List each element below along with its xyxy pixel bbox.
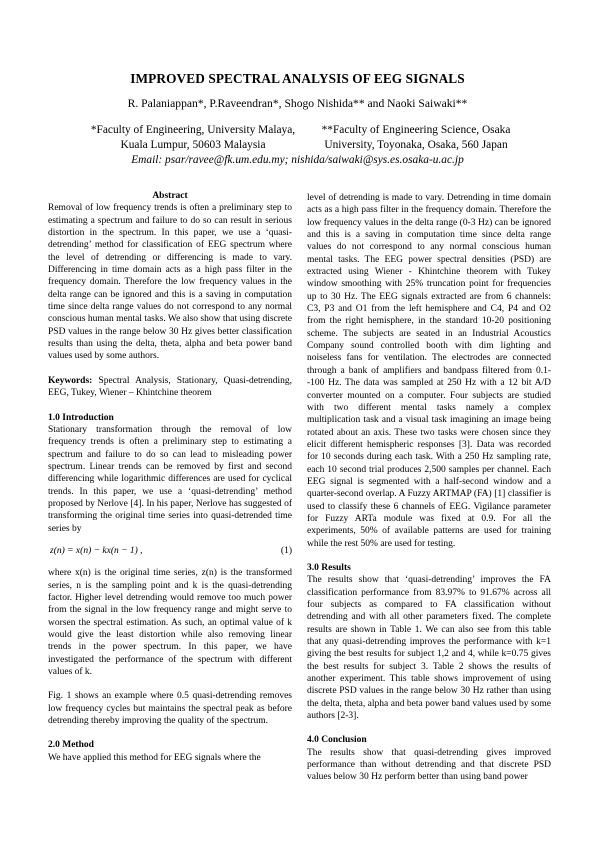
intro-paragraph-1: Stationary transformation through the removal of low frequency trends is often a preliminary step to estimating a spectrum and failure to do so can lead to misleading power spectrum. Linear trends can be removed by first and second differencing while logarithmic differences are used for cyclical trends. In this paper, we use a ‘quasi-detrending’ method proposed by Nerlove [4]. In his paper, Nerlove has suggested of transforming the original time series into quasi-detrended time series by [48,424,292,534]
abstract-text: Removal of low frequency trends is often a preliminary step to estimating a spectrum and failure to do so can result in serious distortion in the spectrum. In this paper, we use a ‘quasi-detrending’ method for classification of EEG spectrum where the level of detrending or differencing is made to vary. Differencing in time domain acts as a high pass filter in the frequency domain. Therefore the low frequency values in the delta range can be ignored and this is a saving in computation time since delta range values do not correspond to any normal conscious human mental tasks. We also show that using discrete PSD values in the range below 30 Hz gives better classification results than using the delta, theta, alpha and beta power band values used by some authors. [48,203,292,362]
affiliation-left-line2: Kuala Lumpur, 50603 Malaysia [120,138,266,151]
equation-number: (1) [280,545,292,556]
affiliation-left [78,123,308,152]
equation-body: z(n) = x(n) − kx(n − 1) , [50,545,143,556]
results-text: The results show that ‘quasi-detrending’ improves the FA classification performance from 83.97% to 91.67% across all four subjects as compared to FA classification without detrending and with all other parameters fixed. The complete results are shown in Table 1. We can also see from this table that any quasi-detrending improves the performance with k=1 giving the best results for subject 1,2 and 4, while k=0.75 gives the best results for subject 3. Table 2 shows the results of another experiment. This table shows improvement of using discrete PSD values in the range below 30 Hz rather than using the delta, theta, alpha and beta power band values used by some authors [2-3]. [307,575,551,722]
keywords [48,375,292,400]
keywords-label: Keywords: [48,375,93,386]
method-text-right: level of detrending is made to vary. Detrending in time domain acts as a high pass filter in the frequency domain. Therefore the low frequency values in the delta range (0-3 Hz) can be ignored and this is a saving in computation time since delta range values do not correspond to any normal conscious human mental tasks. The EEG power spectral densities (PSD) are extracted using Wiener - Khintchine theorem with Tukey window smoothing with 25% truncation point for frequencies up to 30 Hz. The EEG signals extracted are from 6 channels: C3, P3 and O1 from the left hemisphere and C4, P4 and O2 from the right hemisphere, in the standard 10-20 positioning scheme. The subjects are seated in an Industrial Acoustics Company sound controlled booth with dim lighting and noiseless fans for ventilation. The electrodes are connected through a bank of amplifiers and bandpass filtered from 0.1--100 Hz. The data was sampled at 250 Hz with a 12 bit A/D converter mounted on a computer. Four subjects are studied with two different mental tasks namely a complex multiplication task and a visual task imagining an image being rotated about an axis. These two tasks were chosen since they elicit different hemispheric responses [3]. Data was recorded for 10 seconds during each task. With a 250 Hz sampling rate, each 10 second trial produces 2,500 samples per channel. Each EEG signal is segmented with a half-second window and a quarter-second overlap. A Fuzzy ARTMAP (FA) [1] classifier is used to classify these 6 channels of EEG. Vigilance parameter for Fuzzy ARTa module was fixed at 0.9. For all the experiments, 50% of available patterns are used for training while the rest 50% are used for testing. [307,193,551,549]
intro-paragraph-2: where x(n) is the original time series, z(n) is the transformed series, n is the sampling point and k is the quasi-detrending factor. Higher level detrending would remove too much power from the signal in the low frequency range and might serve to worsen the spectral estimation. As such, an optimal value of k would give the least distortion while also removing linear trends in the power spectrum. In this paper, we have investigated the performance of the spectrum with different values of k. [48,568,292,678]
affiliation-right [312,123,520,152]
intro-heading: 1.0 Introduction [48,412,114,423]
affiliation-right-line1: **Faculty of Engineering Science, Osaka [321,124,511,136]
conclusion-heading: 4.0 Conclusion [307,735,367,746]
results-heading: 3.0 Results [307,562,351,573]
right-column [307,192,551,784]
affiliation-right-line2: University, Toyonaka, Osaka, 560 Japan [324,138,508,151]
intro-paragraph-3: Fig. 1 shows an example where 0.5 quasi-detrending removes low frequency cycles but maintains the spectral peak as before detrending thereby improving the quality of the spectrum. [48,691,292,727]
affiliation-left-line1: *Faculty of Engineering, University Malaya, [90,124,296,136]
author-list: R. Palaniappan*, P.Raveendran*, Shogo Nishida** and Naoki Saiwaki** [127,97,468,110]
abstract-heading: Abstract [152,191,188,201]
conclusion-text: The results show that quasi-detrending gives improved performance than without detrending and that discrete PSD values below 30 Hz perform better than using band power [307,747,551,783]
method-heading: 2.0 Method [48,740,94,751]
email-line: Email: psar/ravee@fk.um.edu.my; nishida/saiwaki@sys.es.osaka-u.ac.jp [131,154,464,166]
keywords-text: Spectral Analysis, Stationary, Quasi-detrending, EEG, Tukey, Wiener – Khintchine theorem [48,375,292,399]
method-text-left: We have applied this method for EEG signals where the [48,752,261,763]
equation-1 [48,545,292,557]
left-column [48,190,292,764]
paper-title: IMPROVED SPECTRAL ANALYSIS OF EEG SIGNALS [130,71,465,86]
